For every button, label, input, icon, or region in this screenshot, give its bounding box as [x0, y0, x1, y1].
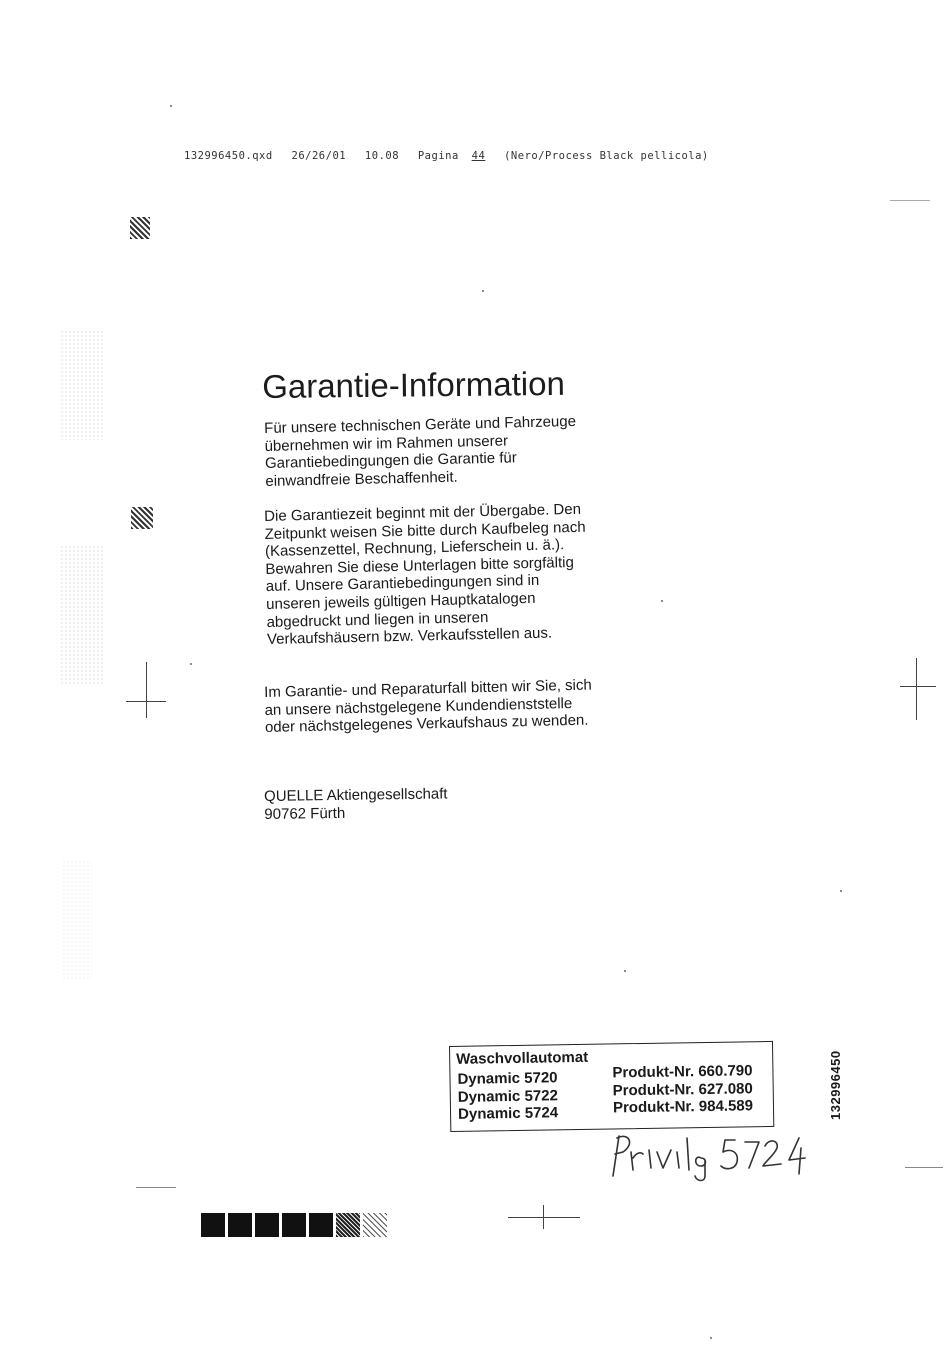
calibration-block: [255, 1213, 279, 1237]
crosshair-bottom-v: [543, 1205, 544, 1229]
color-calibration-bar: [201, 1213, 390, 1237]
scan-speck: [482, 290, 484, 292]
margin-dash-right-bottom: [905, 1167, 943, 1168]
header-file: 132996450.qxd: [184, 150, 273, 162]
product-model: Dynamic 5720: [457, 1069, 558, 1088]
scan-noise-left-mid: [60, 545, 105, 685]
calibration-block: [282, 1213, 306, 1237]
paragraph-2a-text: Die Garantiezeit beginnt mit der Übergabe. Den Zeitpunkt weisen Sie bitte durch Kaufbeleg nach (Kassenzettel, Rechnung, Lieferschein u. ä.).: [264, 500, 586, 561]
scan-speck: [840, 890, 842, 892]
scan-noise-left-top: [60, 330, 105, 440]
product-info-box: [449, 1041, 774, 1132]
paragraph-warranty-intro: [264, 413, 596, 491]
product-model-list: [457, 1069, 558, 1123]
product-number: Produkt-Nr. 984.589: [612, 1097, 754, 1117]
product-number: Produkt-Nr. 627.080: [612, 1079, 753, 1099]
header-page-number: 44: [471, 150, 486, 162]
margin-dash-left: [136, 1187, 176, 1188]
scan-speck: [624, 970, 626, 972]
product-model: Dynamic 5724: [457, 1104, 559, 1123]
registration-square-mid: [131, 507, 153, 529]
paragraph-repair-contact: [264, 677, 595, 737]
scan-speck: [661, 600, 663, 602]
company-address-block: [264, 783, 594, 823]
crosshair-right-h: [900, 686, 936, 687]
header-color-info: (Nero/Process Black pellicola): [504, 150, 709, 162]
header-date: 26/26/01: [291, 150, 347, 162]
side-document-code: 132996450: [828, 1050, 843, 1120]
paragraph-2b-text: Bewahren Sie diese Unterlagen bitte sorgfältig auf. Unsere Garantiebedingungen sind in unseren jeweils gültigen Hauptkatalogen abgedruckt und liegen in unseren Verkaufshäusern bzw. Verkaufsstellen aus.: [265, 553, 575, 649]
scan-speck: [710, 1337, 712, 1339]
paragraph-1-text: Für unsere technischen Geräte und Fahrzeuge übernehmen wir im Rahmen unserer Garantiebedingungen die Garantie für einwandfreie Beschaffenheit.: [264, 412, 577, 490]
paragraph-warranty-period: [264, 501, 597, 649]
calibration-block: [363, 1213, 387, 1237]
product-number: Produkt-Nr. 660.790: [612, 1062, 753, 1082]
page-title: Garantie-Information: [262, 364, 566, 405]
calibration-block: [201, 1213, 225, 1237]
product-model: Dynamic 5722: [457, 1086, 558, 1106]
header-time: 10.08: [364, 150, 400, 162]
calibration-block: [309, 1213, 333, 1237]
scan-noise-left-bottom: [62, 860, 92, 980]
print-header: [184, 150, 721, 162]
crosshair-right-v: [916, 658, 917, 720]
product-box-heading: Waschvollautomat: [456, 1048, 589, 1068]
crosshair-bottom-h: [508, 1217, 580, 1218]
company-address: 90762 Fürth: [264, 804, 346, 823]
paragraph-3-text: Im Garantie- und Reparaturfall bitten wir Sie, sich an unsere nächstgelegene Kundendienststelle oder nächstgelegenes Verkaufshaus zu wenden.: [264, 676, 592, 737]
crosshair-left-v: [146, 662, 147, 718]
margin-dash-right-top: [890, 200, 930, 201]
calibration-block: [336, 1213, 360, 1237]
scan-speck: [190, 663, 192, 665]
registration-square-top: [130, 217, 150, 239]
company-name: QUELLE Aktiengesellschaft: [264, 785, 448, 805]
header-page-label: Pagina: [417, 150, 459, 162]
calibration-block: [228, 1213, 252, 1237]
product-number-list: [612, 1062, 753, 1117]
handwritten-note: [605, 1130, 815, 1182]
scan-speck: [170, 105, 172, 107]
